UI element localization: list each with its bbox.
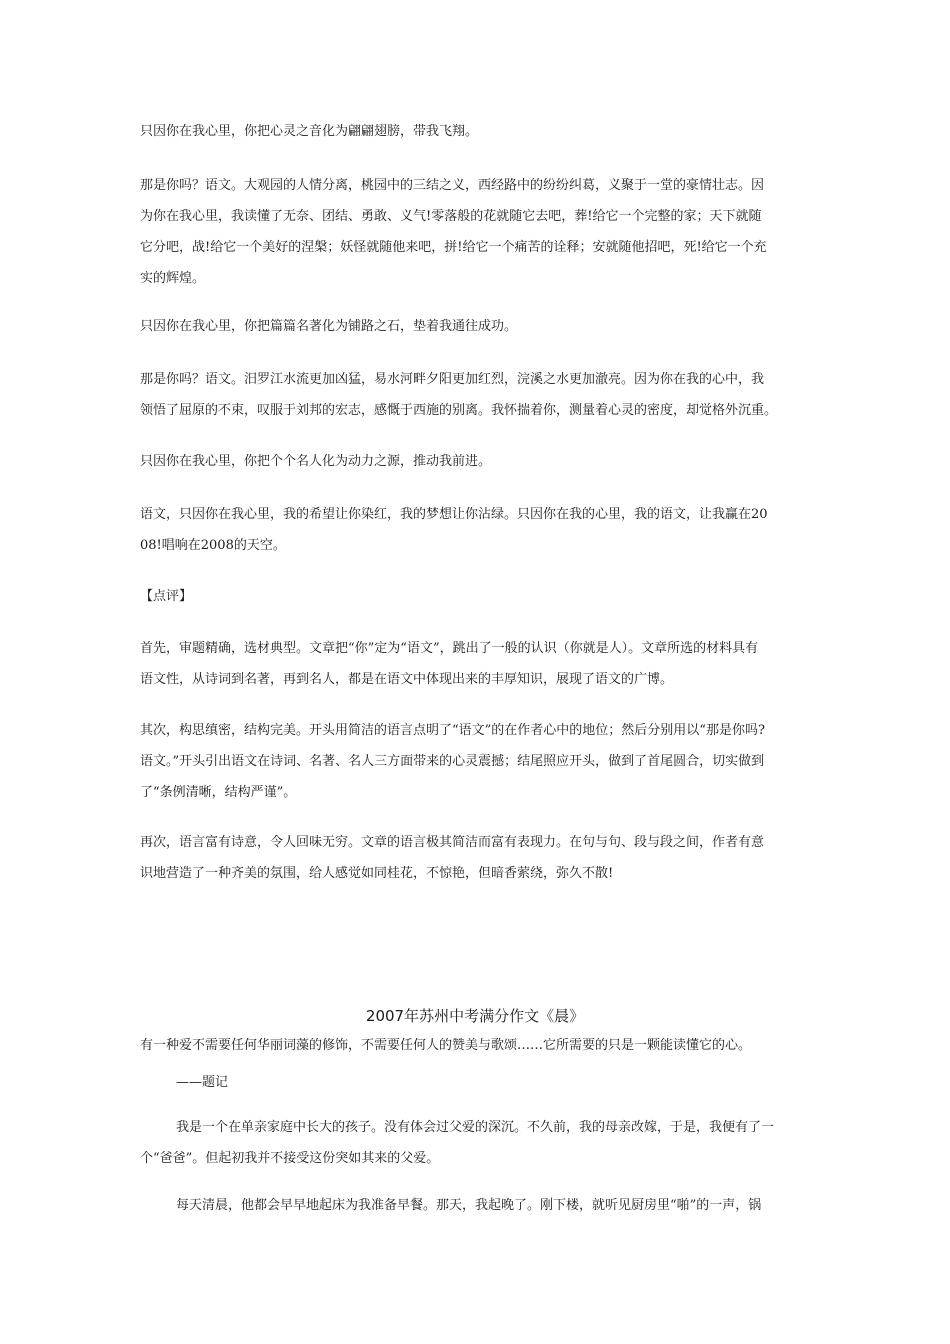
paragraph xyxy=(140,633,816,695)
essay-title: 2007年苏州中考满分作文《晨》 xyxy=(365,1007,585,1025)
text-line: 为你在我心里，我读懂了无奈、团结、勇敢、义气!零落般的花就随它去吧，葬!给它一个完整的家；天下就随 xyxy=(140,209,762,224)
text-line: 语文性，从诗词到名著，再到名人，都是在语文中体现出来的丰厚知识，展现了语文的广博。 xyxy=(140,672,674,687)
paragraph xyxy=(140,116,816,147)
text-line: 有一种爱不需要任何华丽词藻的修饰，不需要任何人的赞美与歌颂……它所需要的只是一颗能读懂它的心。 xyxy=(140,1038,752,1053)
text-line: 我是一个在单亲家庭中长大的孩子。没有体会过父爱的深沉。不久前，我的母亲改嫁，于是，我便有了一 xyxy=(176,1120,775,1135)
epigraph xyxy=(140,1030,816,1098)
paragraph xyxy=(140,715,816,808)
text-line: 那是你吗？语文。汨罗江水流更加凶猛，易水河畔夕阳更加红烈，浣溪之水更加澈亮。因为你在我的心中，我 xyxy=(140,372,765,387)
text-line: 实的辉煌。 xyxy=(140,271,206,286)
paragraph xyxy=(140,364,816,426)
text-line: 领悟了屈原的不束，叹服于刘邦的宏志，感慨于西施的别离。我怀揣着你，测量着心灵的密度，却觉格外沉重。 xyxy=(140,403,778,418)
text-line: 那是你吗？语文。大观园的人情分离，桃园中的三结之义，西经路中的纷纷纠葛，义聚于一堂的豪情壮志。因 xyxy=(140,178,765,193)
text-line: 它分吧，战!给它一个美好的涅槃；妖怪就随他来吧，拼!给它一个痛苦的诠释；安就随他招吧，死!给它一个充 xyxy=(140,240,767,255)
paragraph xyxy=(140,170,816,294)
text-line: 其次，构思缜密，结构完美。开头用简洁的语言点明了“语文”的在作者心中的地位；然后分别用以“那是你吗? xyxy=(140,723,765,738)
text-line: 再次，语言富有诗意，令人回味无穷。文章的语言极其简洁而富有表现力。在句与句、段与段之间，作者有意 xyxy=(140,835,765,850)
text-line: 每天清晨，他都会早早地起床为我准备早餐。那天，我起晚了。刚下楼，就听见厨房里“啪”的一声，锅 xyxy=(176,1198,762,1213)
text-line: 个“爸爸”。但起初我并不接受这份突如其来的父爱。 xyxy=(140,1151,440,1166)
text-line: 08!唱响在2008的天空。 xyxy=(140,538,286,553)
paragraph xyxy=(140,827,816,889)
text-line: 了“条例清晰，结构严谨”。 xyxy=(140,785,297,800)
text-line: 语文，只因你在我心里，我的希望让你染红，我的梦想让你沾绿。只因你在我的心里，我的语文，让我赢在20 xyxy=(140,507,768,522)
comment-heading xyxy=(140,581,816,612)
text-line: 语文。”开头引出语文在诗词、名著、名人三方面带来的心灵震撼；结尾照应开头，做到了首尾圆合，切实做到 xyxy=(140,754,765,769)
paragraph xyxy=(140,446,816,477)
text-line: 识地营造了一种齐美的氛围，给人感觉如同桂花，不惊艳，但暗香萦绕，弥久不散! xyxy=(140,866,614,881)
text-line: 只因你在我心里，你把篇篇名著化为铺路之石，垫着我通往成功。 xyxy=(140,319,518,334)
text-line: 【点评】 xyxy=(140,589,193,604)
epigraph-source: ——题记 xyxy=(176,1075,229,1090)
text-line: 只因你在我心里，你把个个名人化为动力之源，推动我前进。 xyxy=(140,454,492,469)
text-line: 只因你在我心里，你把心灵之音化为翩翩翅膀，带我飞翔。 xyxy=(140,124,479,139)
paragraph xyxy=(140,499,816,561)
paragraph xyxy=(140,311,816,342)
paragraph xyxy=(140,1190,816,1221)
paragraph xyxy=(140,1112,816,1174)
text-line: 首先，审题精确，选材典型。文章把“你”定为“语文”，跳出了一般的认识（你就是人）。文章所选的材料具有 xyxy=(140,641,759,656)
